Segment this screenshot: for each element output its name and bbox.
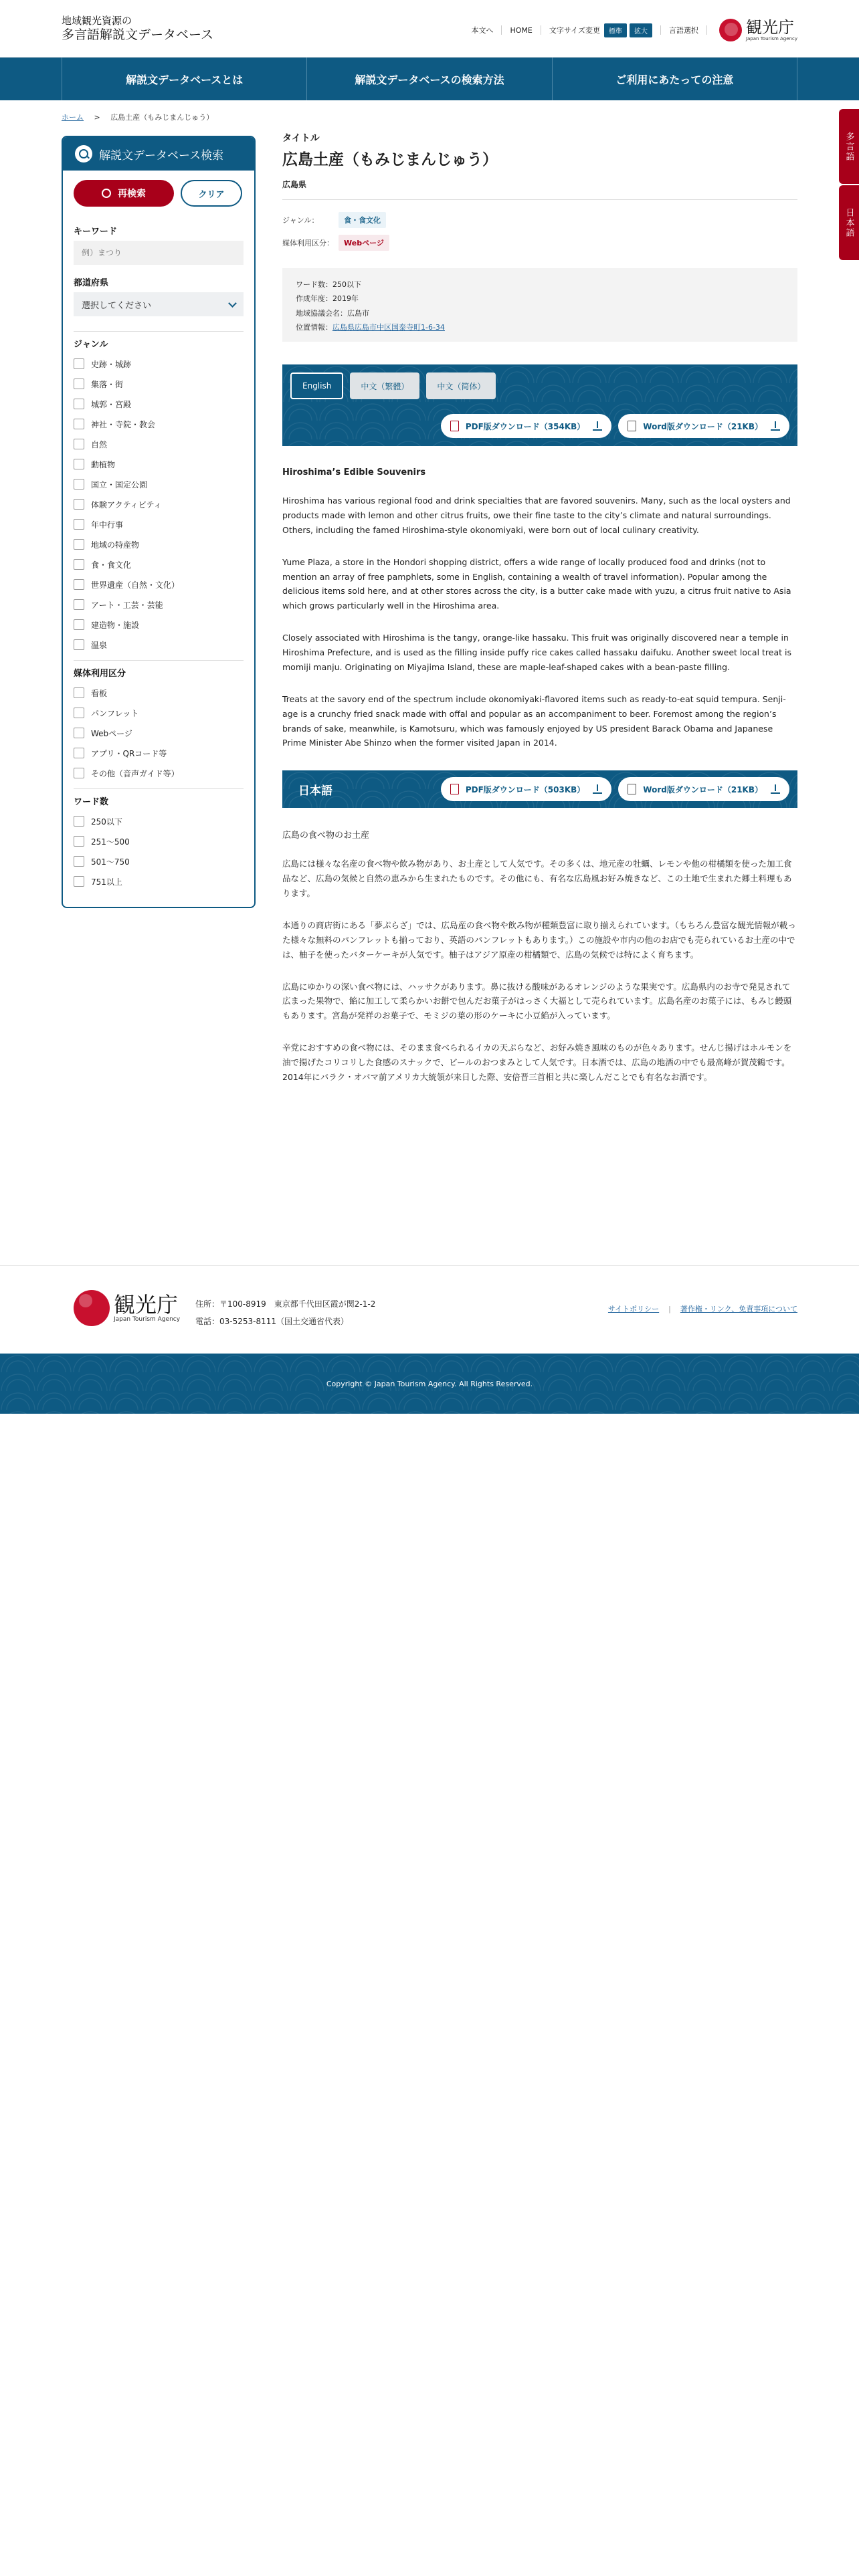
genre-label: ジャンル: [74, 340, 108, 350]
prefecture-select[interactable]: [74, 292, 244, 316]
download-icon: [771, 421, 780, 431]
jta-logo[interactable]: [719, 19, 797, 41]
copyright-text: Copyright © Japan Tourism Agency. All Rights Reserved.: [326, 1379, 533, 1388]
year-info: 作成年度：2019年: [296, 294, 359, 304]
genre-checkbox-item[interactable]: [74, 394, 244, 414]
genre-checkbox-label: 世界遺産（自然・文化）: [91, 580, 180, 590]
download-icon: [593, 421, 602, 431]
pdf-file-icon: [450, 421, 459, 431]
search-sidebar: [62, 136, 256, 908]
jp-pdf-download-button[interactable]: [441, 777, 611, 801]
site-title[interactable]: [62, 15, 213, 43]
sidebar-header: [63, 137, 254, 171]
media-checkbox-label: Webページ: [91, 728, 132, 738]
media-checkbox-label: アプリ・QRコード等: [91, 748, 167, 758]
page-title: 広島土産（もみじまんじゅう）: [282, 151, 498, 169]
prefecture-name: 広島県: [282, 180, 307, 189]
genre-checkbox-label: 史跡・城跡: [91, 359, 132, 369]
gnav-search-method[interactable]: 解説文データベースの検索方法: [307, 58, 552, 100]
breadcrumb-separator: >: [94, 113, 100, 122]
address-text: 住所：〒100-8919 東京都千代田区霞が関2-1-2: [195, 1299, 376, 1309]
tab-english[interactable]: English: [290, 372, 343, 399]
skip-to-content-link[interactable]: 本文へ: [471, 26, 494, 35]
japanese-bar: [282, 770, 797, 808]
checkbox[interactable]: [74, 499, 84, 510]
site-header: [0, 0, 859, 58]
jp-pdf-label: PDF版ダウンロード（503KB）: [465, 784, 585, 794]
footer-links: [608, 1303, 797, 1314]
genre-checkbox-label: 神社・寺院・教会: [91, 419, 156, 429]
genre-checkbox-item[interactable]: [74, 635, 244, 655]
wordcount-checkbox-label: 251〜500: [91, 837, 130, 847]
clear-button[interactable]: クリア: [181, 180, 242, 207]
jp-word-label: Word版ダウンロード（21KB）: [643, 784, 763, 794]
copyright-link[interactable]: 著作権・リンク、免責事項について: [680, 1305, 797, 1313]
gnav-about[interactable]: 解説文データベースとは: [62, 58, 307, 100]
genre-checkbox-item[interactable]: [74, 534, 244, 554]
gnav-notes[interactable]: ご利用にあたっての注意: [553, 58, 797, 100]
english-paragraph: Treats at the savory end of the spectrum include okonomiyaki-flavored items such as ready-to-eat squid tempura. Senji-age is a crunchy fried snack made with offal and popular as an accompaniment to beer. Foremost among the region’s brands of sake, meanwhile, is Kamotsuru, which was famously enjoyed by US president Barack Obama and Japanese Prime Minister Abe Shinzo when the former visited Japan in 2014.: [282, 693, 786, 748]
media-checkbox-label: パンフレット: [91, 708, 139, 718]
site-title-line1: 地域観光資源の: [62, 15, 132, 27]
genre-checkbox-item[interactable]: [74, 354, 244, 374]
search-icon: [75, 145, 92, 163]
checkbox[interactable]: [74, 599, 84, 610]
genre-checkbox-label: 温泉: [91, 640, 108, 650]
genre-checkbox-item[interactable]: [74, 474, 244, 494]
footer-jta-logo[interactable]: [74, 1290, 180, 1326]
jta-logo-jp: 観光庁: [745, 17, 794, 37]
keyword-label: キーワード: [74, 227, 118, 237]
phone-text: 電話：03-5253-8111（国土交通省代表）: [195, 1317, 349, 1327]
checkbox[interactable]: [74, 816, 84, 827]
global-nav: [0, 58, 859, 100]
word-file-icon: [628, 421, 636, 431]
english-paragraph: Hiroshima has various regional food and drink specialties that are favored souvenirs. Many, such as the local oysters and products made with lemon and other citrus fruits, owe their fine taste to the city’s climate and natural surroundings. Others, including the famed Hiroshima-style okonomiyaki, were born out of local culinary creativity.: [282, 496, 791, 535]
divider: [706, 25, 707, 35]
english-paragraph: Closely associated with Hiroshima is the tangy, orange-like hassaku. This fruit was originally discovered near a temple in Hiroshima Prefecture, and is used as the filling inside puffy rice cakes called hassaku daifuku. Another sweet local treat is momiji manju. Originating on Miyajima Island, these are maple-leaf-shaped cakes with a bean-paste filling.: [282, 633, 791, 672]
genre-checkbox-item[interactable]: [74, 514, 244, 534]
japanese-paragraph: 広島にゆかりの深い食べ物には、ハッサクがあります。鼻に抜ける酸味があるオレンジのような果実です。広島県内のお寺で発見されて広まった果物で、餡に加工して柔らかいお餅で包んだお菓子がはっさく大福として売られています。広島名産のお菓子には、もみじ饅頭もあります。宮島が発祥のお菓子で、モミジの葉の形のケーキに小豆餡が入っています。: [282, 981, 792, 1021]
prefecture-label: 都道府県: [74, 278, 109, 288]
genre-checkbox-label: 建造物・施設: [91, 620, 140, 630]
side-tab-japanese[interactable]: 日本語: [839, 185, 859, 260]
wordcount-group: [74, 788, 244, 891]
japanese-title: 広島の食べ物のお土産: [282, 831, 370, 841]
font-size-label: 文字サイズ変更: [549, 26, 600, 35]
title-label: タイトル: [282, 133, 320, 144]
main-content: [282, 131, 797, 1085]
checkbox[interactable]: [74, 379, 84, 389]
media-group: [74, 660, 244, 783]
word-file-icon: [628, 784, 636, 794]
genre-checkbox-label: 動植物: [91, 459, 116, 469]
tab-chinese-traditional[interactable]: 中文（繁體）: [350, 372, 419, 399]
media-checkbox-label: その他（音声ガイド等）: [91, 768, 179, 778]
wordcount-label: ワード数: [74, 797, 109, 807]
genre-tag[interactable]: 食・食文化: [339, 212, 386, 228]
en-pdf-label: PDF版ダウンロード（354KB）: [465, 421, 585, 431]
jp-word-download-button[interactable]: [618, 777, 789, 801]
home-link[interactable]: HOME: [510, 25, 533, 35]
japanese-paragraph: 本通りの商店街にある「夢ぷらざ」では、広島産の食べ物や飲み物が種類豊富に取り揃えられています。（もちろん豊富な観光情報が載った様々な無料のパンフレットも揃っており、英語のパンフレットもあります。）この施設や市内の他のお店でも売られているお土産の中では、柚子を使ったバターケーキが人気です。柚子はアジア原産の柑橘類で、広島の気候では特によく育ちます。: [282, 920, 796, 960]
media-checkbox-item[interactable]: [74, 703, 244, 723]
side-language-tabs: [839, 109, 859, 261]
genre-checkbox-item[interactable]: [74, 414, 244, 434]
checkbox[interactable]: [74, 479, 84, 490]
en-word-label: Word版ダウンロード（21KB）: [643, 421, 763, 431]
search-icon: [102, 189, 111, 198]
english-paragraph: Yume Plaza, a store in the Hondori shopping district, offers a wide range of locally produced food and drinks (not to mention an array of free pamphlets, some in English, containing a wealth of travel information). Popular among the delicious items sold here, and at other stores across the city, is a butter cake made with yuzu, a citrus fruit native to Asia which grows particularly well in the Hiroshima area.: [282, 556, 791, 611]
download-icon: [593, 784, 602, 794]
checkbox[interactable]: [74, 619, 84, 630]
checkbox[interactable]: [74, 399, 84, 409]
japanese-paragraph: 広島には様々な名産の食べ物や飲み物があり、お土産として人気です。その多くは、地元産の牡蠣、レモンや他の柑橘類を使った加工食品など、広島の気候と自然の恵みから生まれたものです。その他にも、有名な広島風お好み焼きなど、この土地で生まれた郷土料理もあります。: [282, 859, 792, 898]
checkbox[interactable]: [74, 419, 84, 429]
genre-checkbox-item[interactable]: [74, 554, 244, 574]
genre-checkbox-label: 食・食文化: [91, 560, 132, 570]
site-title-line2: 多言語解説文データベース: [62, 27, 214, 42]
wordcount-checkbox-item[interactable]: [74, 811, 244, 831]
language-bar: [282, 364, 797, 446]
wordcount-checkbox-label: 751以上: [91, 877, 122, 887]
breadcrumb: [62, 112, 213, 122]
pdf-file-icon: [450, 784, 459, 794]
checkbox[interactable]: [74, 876, 84, 887]
checkbox[interactable]: [74, 459, 84, 469]
location-link[interactable]: 広島県広島市中区国泰寺町1-6-34: [332, 323, 445, 332]
font-size-standard-button[interactable]: 標準: [604, 23, 627, 37]
checkbox[interactable]: [74, 687, 84, 698]
checkbox[interactable]: [74, 728, 84, 738]
language-select-link[interactable]: 言語選択: [668, 26, 698, 35]
genre-checkbox-label: アート・工芸・芸能: [91, 600, 163, 610]
genre-checkbox-item[interactable]: [74, 434, 244, 454]
side-tab-multilingual[interactable]: 多言語: [839, 109, 859, 184]
genre-checkbox-item[interactable]: [74, 595, 244, 615]
sidebar-title: 解説文データベース検索: [99, 148, 224, 163]
genre-checkbox-label: 城郭・宮殿: [91, 399, 132, 409]
genre-checkbox-item[interactable]: [74, 574, 244, 595]
checkbox[interactable]: [74, 856, 84, 867]
media-checkbox-item[interactable]: [74, 683, 244, 703]
media-checkbox-label: 看板: [91, 688, 108, 698]
jta-logo-en: Japan Tourism Agency: [745, 35, 797, 41]
media-key: 媒体利用区分：: [282, 239, 334, 247]
divider: |: [668, 1304, 671, 1313]
genre-key: ジャンル：: [282, 216, 319, 225]
footer-logo-en: Japan Tourism Agency: [114, 1315, 181, 1323]
research-button-label: 再検索: [118, 189, 146, 199]
wordcount-checkbox-label: 250以下: [91, 817, 122, 827]
genre-checkbox-label: 国立・国定公園: [91, 479, 148, 490]
utility-nav: [463, 19, 797, 41]
media-checkbox-item[interactable]: [74, 743, 244, 763]
jta-mark-icon: [74, 1290, 110, 1326]
location-info: [296, 320, 784, 334]
font-size-large-button[interactable]: 拡大: [630, 23, 652, 37]
checkbox[interactable]: [74, 836, 84, 847]
media-tag[interactable]: Webページ: [339, 235, 389, 251]
checkbox[interactable]: [74, 768, 84, 778]
chevron-down-icon: [228, 299, 237, 308]
checkbox[interactable]: [74, 748, 84, 758]
genre-checkbox-item[interactable]: [74, 494, 244, 514]
footer-address: [195, 1295, 375, 1331]
genre-checkbox-label: 体験アクティビティ: [91, 500, 162, 510]
wordcount-checkbox-item[interactable]: [74, 851, 244, 871]
checkbox[interactable]: [74, 358, 84, 369]
site-footer: [0, 1265, 859, 1354]
wordcount-checkbox-label: 501〜750: [91, 857, 130, 867]
divider: [282, 199, 797, 200]
checkbox[interactable]: [74, 559, 84, 570]
genre-checkbox-label: 年中行事: [91, 520, 124, 530]
media-label: 媒体利用区分: [74, 669, 126, 679]
genre-group: [74, 331, 244, 655]
wordcount-checkbox-item[interactable]: [74, 871, 244, 891]
genre-row: [282, 212, 797, 228]
japanese-paragraph: 辛党におすすめの食べ物には、そのまま食べられるイカの天ぷらなど、お好み焼き風味のものが色々あります。せんじ揚げはホルモンを油で揚げたコリコリした食感のスナックで、ビールのおつまみとして人気です。日本酒では、広島の地酒の中でも最高峰が賀茂鶴です。2014年にバラク・オバマ前アメリカ大統領が来日した際、安倍晋三首相と共に楽しんだことでも有名なお酒です。: [282, 1043, 792, 1082]
english-title: Hiroshima’s Edible Souvenirs: [282, 467, 426, 477]
genre-checkbox-item[interactable]: [74, 374, 244, 394]
en-pdf-download-button[interactable]: [441, 414, 611, 438]
research-button[interactable]: [74, 180, 174, 207]
breadcrumb-current: 広島土産（もみじまんじゅう）: [110, 113, 214, 122]
japanese-label: 日本語: [298, 784, 332, 798]
genre-checkbox-item[interactable]: [74, 615, 244, 635]
genre-checkbox-label: 自然: [91, 439, 108, 449]
media-checkbox-item[interactable]: [74, 723, 244, 743]
tab-chinese-simplified[interactable]: 中文（简体）: [426, 372, 496, 399]
genre-checkbox-label: 集落・街: [91, 379, 124, 389]
info-box: [282, 268, 797, 342]
media-row: [282, 235, 797, 251]
footer-logo-jp: 観光庁: [114, 1291, 179, 1317]
genre-checkbox-label: 地域の特産物: [91, 540, 140, 550]
council-info: 地域協議会名：広島市: [296, 308, 369, 318]
word-count-info: ワード数：250以下: [296, 280, 361, 289]
jta-mark-icon: [719, 19, 742, 41]
location-label: 位置情報：: [296, 323, 332, 332]
checkbox[interactable]: [74, 519, 84, 530]
download-icon: [771, 784, 780, 794]
checkbox[interactable]: [74, 579, 84, 590]
checkbox[interactable]: [74, 439, 84, 449]
checkbox[interactable]: [74, 639, 84, 650]
site-policy-link[interactable]: サイトポリシー: [607, 1305, 660, 1313]
genre-checkbox-item[interactable]: [74, 454, 244, 474]
keyword-input[interactable]: [74, 241, 244, 265]
checkbox[interactable]: [74, 539, 84, 550]
prefecture-select-value: 選択してください: [82, 300, 152, 311]
media-checkbox-item[interactable]: [74, 763, 244, 783]
breadcrumb-home[interactable]: ホーム: [62, 113, 84, 122]
en-word-download-button[interactable]: [618, 414, 789, 438]
copyright-bar: [0, 1354, 859, 1414]
checkbox[interactable]: [74, 708, 84, 718]
wordcount-checkbox-item[interactable]: [74, 831, 244, 851]
